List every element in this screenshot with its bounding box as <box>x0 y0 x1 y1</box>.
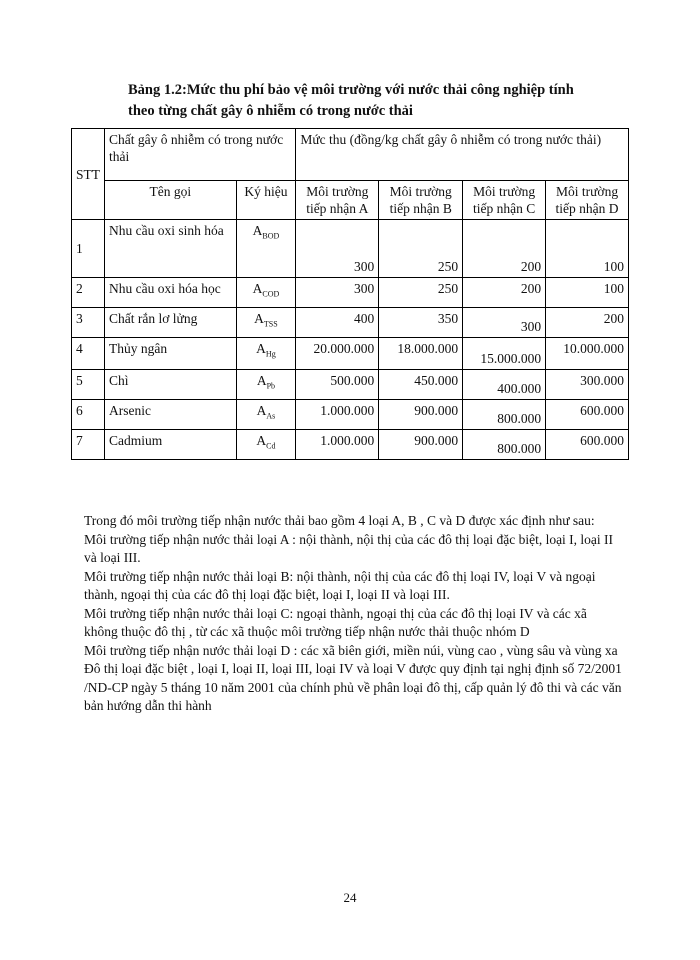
body-text <box>84 512 624 716</box>
fee-d-cell: 300.000 <box>546 370 629 400</box>
symbol-subscript: Pb <box>266 381 276 391</box>
fee-b-cell: 18.000.000 <box>379 338 463 370</box>
env-header-d: Môi trường tiếp nhận D <box>546 181 629 220</box>
symbol-letter: A <box>256 403 267 418</box>
table-body <box>72 220 629 460</box>
stt-header: STT <box>72 129 105 220</box>
symbol-letter: A <box>256 341 266 356</box>
stt-cell: 6 <box>72 400 105 430</box>
table-row <box>72 220 629 278</box>
fee-b-cell: 250 <box>379 278 463 308</box>
fee-header: Mức thu (đồng/kg chất gây ô nhiễm có trong nước thải) <box>296 129 629 181</box>
paragraph: Môi trường tiếp nhận nước thải loại C: ngoại thành, ngoại thị của các đô thị loại IV và các xã không thuộc đô thị , từ các xã thuộc môi trường tiếp nhận nước thải thuộc nhóm D <box>84 605 587 639</box>
caption-line-1: Bảng 1.2:Mức thu phí bảo vệ môi trường với nước thải công nghiệp tính <box>128 82 574 98</box>
symbol-cell <box>236 220 296 278</box>
fee-a-cell: 1.000.000 <box>296 400 379 430</box>
fee-b-cell: 450.000 <box>379 370 463 400</box>
table-row <box>72 430 629 460</box>
fee-a-cell: 400 <box>296 308 379 338</box>
symbol-subscript: Cd <box>266 441 276 451</box>
fee-b-cell: 350 <box>379 308 463 338</box>
symbol-cell <box>236 338 296 370</box>
table-caption <box>128 80 628 122</box>
symbol-header: Ký hiệu <box>236 181 296 220</box>
stt-cell: 4 <box>72 338 105 370</box>
fee-d-cell: 100 <box>546 278 629 308</box>
name-header: Tên gọi <box>105 181 237 220</box>
fee-c-cell: 800.000 <box>463 400 546 430</box>
symbol-subscript: As <box>266 411 276 421</box>
stt-cell: 1 <box>72 220 105 278</box>
fee-b-cell: 900.000 <box>379 400 463 430</box>
pollutant-name-cell: Chì <box>105 370 237 400</box>
pollutant-name-cell: Thủy ngân <box>105 338 237 370</box>
fee-a-cell: 20.000.000 <box>296 338 379 370</box>
fee-c-cell: 200 <box>463 220 546 278</box>
table-row <box>72 278 629 308</box>
pollutant-name-cell: Cadmium <box>105 430 237 460</box>
symbol-letter: A <box>256 373 267 388</box>
table-row <box>72 308 629 338</box>
stt-cell: 7 <box>72 430 105 460</box>
symbol-cell <box>236 370 296 400</box>
symbol-cell <box>236 308 296 338</box>
symbol-cell <box>236 430 296 460</box>
fee-c-cell: 400.000 <box>463 370 546 400</box>
fee-d-cell: 100 <box>546 220 629 278</box>
fee-d-cell: 10.000.000 <box>546 338 629 370</box>
stt-cell: 5 <box>72 370 105 400</box>
table-row <box>72 338 629 370</box>
symbol-letter: A <box>256 433 267 448</box>
env-header-c: Môi trường tiếp nhận C <box>463 181 546 220</box>
stt-cell: 2 <box>72 278 105 308</box>
symbol-subscript: BOD <box>262 231 280 241</box>
fee-b-cell: 250 <box>379 220 463 278</box>
fee-d-cell: 600.000 <box>546 400 629 430</box>
table-row <box>72 400 629 430</box>
fee-c-cell: 300 <box>463 308 546 338</box>
fee-d-cell: 600.000 <box>546 430 629 460</box>
symbol-cell <box>236 278 296 308</box>
symbol-letter: A <box>254 311 264 326</box>
paragraph: Đô thị loại đặc biệt , loại I, loại II, loại III, loại IV và loại V được quy định tại nghị định số 72/2001 /ND-CP ngày 5 tháng 10 năm 2001 của chính phủ về phân loại đô thị, cấp quản lý đô thi và các văn bản hướng dẫn thi hành <box>84 661 622 713</box>
pollutant-name-cell: Arsenic <box>105 400 237 430</box>
symbol-letter: A <box>252 281 263 296</box>
fee-a-cell: 300 <box>296 220 379 278</box>
paragraph: Trong đó môi trường tiếp nhận nước thải bao gồm 4 loại A, B , C và D được xác định như sau: <box>84 513 595 528</box>
pollutant-name-cell: Nhu cầu oxi sinh hóa <box>105 220 237 278</box>
paragraph: Môi trường tiếp nhận nước thải loại D : các xã biên giới, miền núi, vùng cao , vùng sâu và vùng xa <box>84 642 618 658</box>
paragraph: Môi trường tiếp nhận nước thải loại B: nội thành, nội thị của các đô thị loại IV, loại V và ngoại thành, ngoại thị của các đô thị loại đặc biệt, loại I, loại II và loại III. <box>84 568 596 602</box>
env-header-a: Môi trường tiếp nhận A <box>296 181 379 220</box>
fee-table <box>71 128 629 460</box>
header-row-2 <box>72 181 629 220</box>
symbol-subscript: Hg <box>265 349 276 359</box>
fee-a-cell: 300 <box>296 278 379 308</box>
fee-a-cell: 1.000.000 <box>296 430 379 460</box>
fee-c-cell: 200 <box>463 278 546 308</box>
fee-c-cell: 15.000.000 <box>463 338 546 370</box>
fee-b-cell: 900.000 <box>379 430 463 460</box>
env-header-b: Môi trường tiếp nhận B <box>379 181 463 220</box>
symbol-subscript: TSS <box>263 319 278 329</box>
caption-line-2: theo từng chất gây ô nhiễm có trong nước thải <box>128 103 413 119</box>
symbol-letter: A <box>252 223 263 238</box>
paragraph: Môi trường tiếp nhận nước thải loại A : nội thành, nội thị của các đô thị loại đặc biệt, loại I, loại II và loại III. <box>84 531 614 565</box>
page-number: 24 <box>343 890 357 905</box>
fee-d-cell: 200 <box>546 308 629 338</box>
header-row-1 <box>72 129 629 181</box>
fee-c-cell: 800.000 <box>463 430 546 460</box>
symbol-cell <box>236 400 296 430</box>
pollutant-header: Chất gây ô nhiễm có trong nước thải <box>105 129 296 181</box>
pollutant-name-cell: Nhu cầu oxi hóa học <box>105 278 237 308</box>
pollutant-name-cell: Chất rắn lơ lửng <box>105 308 237 338</box>
symbol-subscript: COD <box>262 289 280 299</box>
stt-cell: 3 <box>72 308 105 338</box>
table-row <box>72 370 629 400</box>
fee-a-cell: 500.000 <box>296 370 379 400</box>
